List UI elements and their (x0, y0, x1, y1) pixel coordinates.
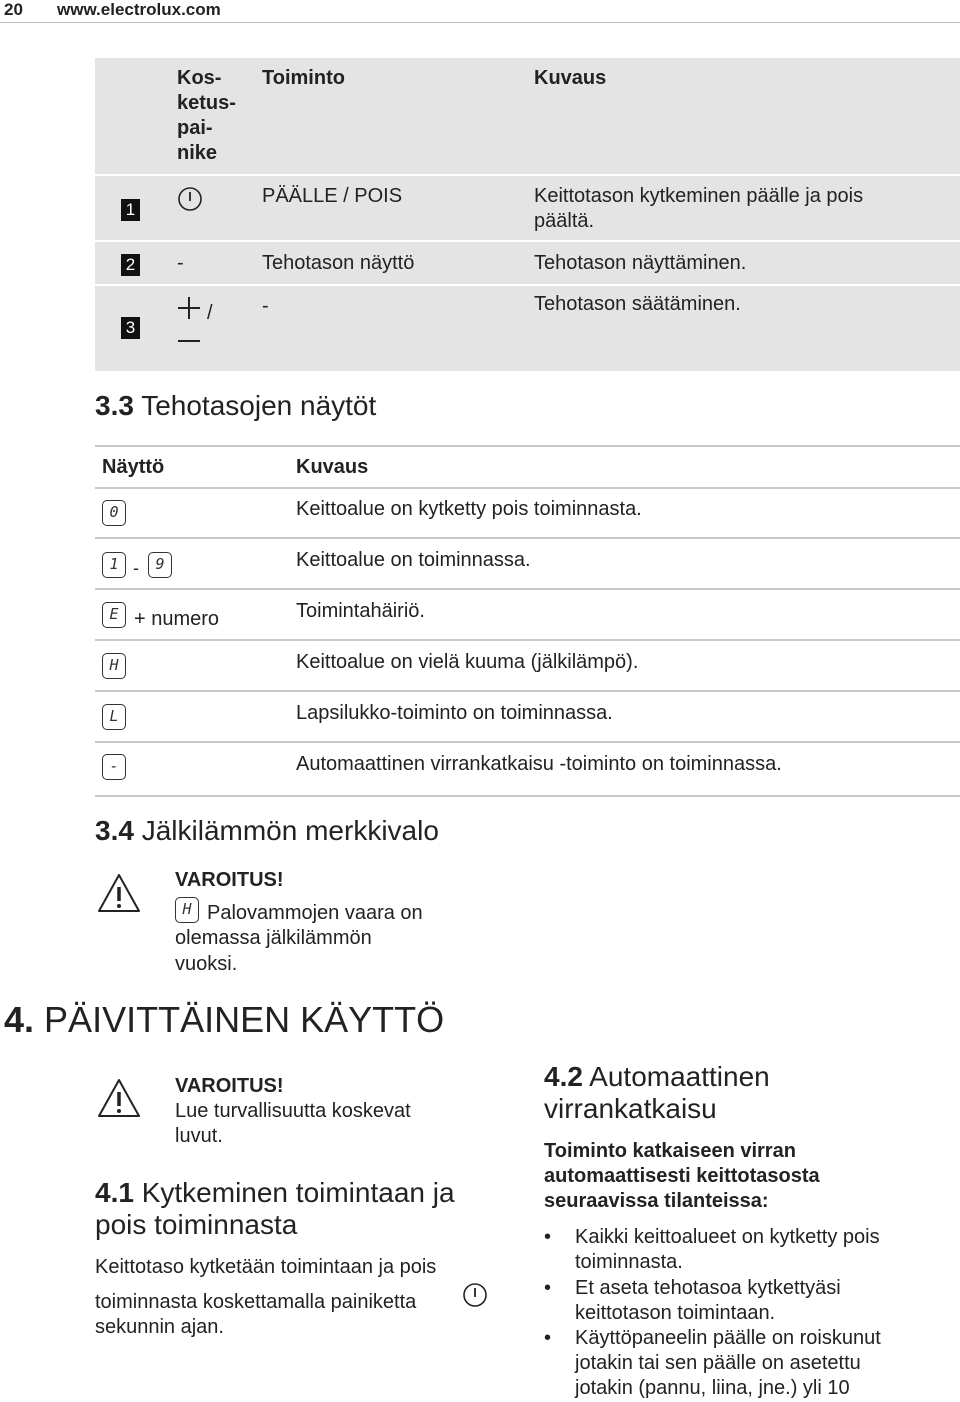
bullet-text: keittotason toimintaan. (575, 1302, 776, 1324)
table2-row-rule (95, 537, 960, 539)
display-symbol-icon: H (102, 653, 126, 679)
warning-title: VAROITUS! (175, 1075, 284, 1097)
description-text: Lapsilukko-toiminto on toiminnassa. (296, 702, 613, 724)
chapter-title: PÄIVITTÄINEN KÄYTTÖ (44, 999, 445, 1040)
warning-text: Palovammojen vaara on (207, 902, 423, 924)
table1-divider (95, 240, 960, 242)
description-text: Keittoalue on toiminnassa. (296, 549, 531, 571)
bullet-text: Käyttöpaneelin päälle on roiskunut (575, 1327, 881, 1349)
section-number: 3.3 (95, 390, 134, 421)
table1-divider (95, 174, 960, 176)
section-number: 4.2 (544, 1061, 583, 1092)
residual-heat-symbol-icon: H (175, 897, 199, 923)
table2-row-rule (95, 588, 960, 590)
th-button: Kos- ketus- pai- nike (177, 67, 236, 164)
display-symbol-icon: E (102, 602, 126, 628)
warning-text: Lue turvallisuutta koskevat (175, 1100, 411, 1122)
warning-triangle-icon (96, 872, 142, 914)
description-text: Keittotason kytkeminen päälle ja pois päältä. (534, 185, 864, 232)
section-title-continued: virrankatkaisu (544, 1093, 717, 1124)
intro-text: seuraavissa tilanteissa: (544, 1190, 769, 1212)
intro-text: automaattisesti keittotasosta (544, 1165, 820, 1187)
page-number: 20 (4, 0, 23, 19)
display-symbol-icon: 1 (102, 552, 126, 578)
bullet-text: Kaikki keittoalueet on kytketty pois (575, 1226, 880, 1248)
description-text: Tehotason näyttäminen. (534, 252, 747, 274)
description-text: Keittoalue on kytketty pois toiminnasta. (296, 498, 642, 520)
table2-top-rule (95, 445, 960, 447)
function-text: - (262, 295, 269, 317)
section-title: Jälkilämmön merkkivalo (141, 815, 439, 846)
function-text: Tehotason näyttö (262, 252, 415, 274)
th-description: Kuvaus (534, 67, 607, 89)
description-text: Toimintahäiriö. (296, 600, 425, 622)
th-display: Näyttö (102, 456, 165, 478)
display-symbol-icon: L (102, 704, 126, 730)
power-icon (462, 1282, 488, 1308)
bullet-icon: • (544, 1226, 552, 1248)
description-text: Automaattinen virrankatkaisu -toiminto on toiminnassa. (296, 753, 782, 775)
bullet-icon: • (544, 1327, 552, 1349)
body-text: toiminnasta koskettamalla painiketta (95, 1291, 417, 1313)
description-text: Keittoalue on vielä kuuma (jälkilämpö). (296, 651, 639, 673)
row-number-badge: 1 (121, 199, 140, 221)
button-text: - (177, 252, 184, 274)
row-number-badge: 3 (121, 317, 140, 339)
intro-text: Toiminto katkaiseen virran (544, 1140, 796, 1162)
table2-row-rule (95, 690, 960, 692)
section-title: Automaattinen (589, 1061, 770, 1092)
table2-row-rule (95, 741, 960, 743)
symbol-extra-text: + numero (134, 608, 220, 630)
display-symbol-icon: - (102, 754, 126, 780)
table2-header-rule (95, 487, 960, 489)
section-title: Tehotasojen näytöt (141, 390, 377, 421)
warning-triangle-icon (96, 1077, 142, 1119)
function-text: PÄÄLLE / POIS (262, 185, 403, 207)
section-number: 3.4 (95, 815, 134, 846)
bullet-text: Et aseta tehotasoa kytkettyäsi (575, 1277, 841, 1299)
table2-row-rule (95, 639, 960, 641)
body-text: Keittotaso kytketään toimintaan ja pois (95, 1256, 437, 1278)
table1-divider (95, 284, 960, 286)
chapter-number: 4. (4, 999, 35, 1040)
warning-text: olemassa jälkilämmön (175, 927, 372, 949)
display-symbol-icon: 9 (148, 552, 172, 578)
section-heading (95, 815, 439, 847)
bullet-text: toiminnasta. (575, 1251, 683, 1273)
section-heading (95, 1177, 455, 1209)
plus-icon (175, 294, 203, 322)
range-dash: - (133, 558, 139, 578)
header-rule (0, 22, 960, 23)
bullet-icon: • (544, 1277, 552, 1299)
warning-text: luvut. (175, 1125, 223, 1147)
warning-text: vuoksi. (175, 953, 238, 975)
section-title: Kytkeminen toimintaan ja (141, 1177, 455, 1208)
section-heading (95, 390, 376, 422)
th-description: Kuvaus (296, 456, 369, 478)
bullet-text: jotakin tai sen päälle on asetettu (575, 1352, 861, 1374)
section-number: 4.1 (95, 1177, 134, 1208)
section-title-continued: pois toiminnasta (95, 1209, 298, 1240)
warning-title: VAROITUS! (175, 869, 284, 891)
bullet-text: jotakin (pannu, liina, jne.) yli 10 (575, 1377, 850, 1399)
display-symbol-icon: 0 (102, 500, 126, 526)
th-function: Toiminto (262, 67, 345, 89)
chapter-heading (4, 1000, 444, 1040)
description-text: Tehotason säätäminen. (534, 293, 741, 315)
section-heading (544, 1061, 770, 1093)
row-number-badge: 2 (121, 254, 140, 276)
minus-icon (175, 334, 203, 348)
button-text: / (207, 302, 213, 324)
table2-bottom-rule (95, 795, 960, 797)
site-url: www.electrolux.com (57, 0, 221, 19)
power-icon (177, 186, 203, 212)
body-text: sekunnin ajan. (95, 1316, 224, 1338)
